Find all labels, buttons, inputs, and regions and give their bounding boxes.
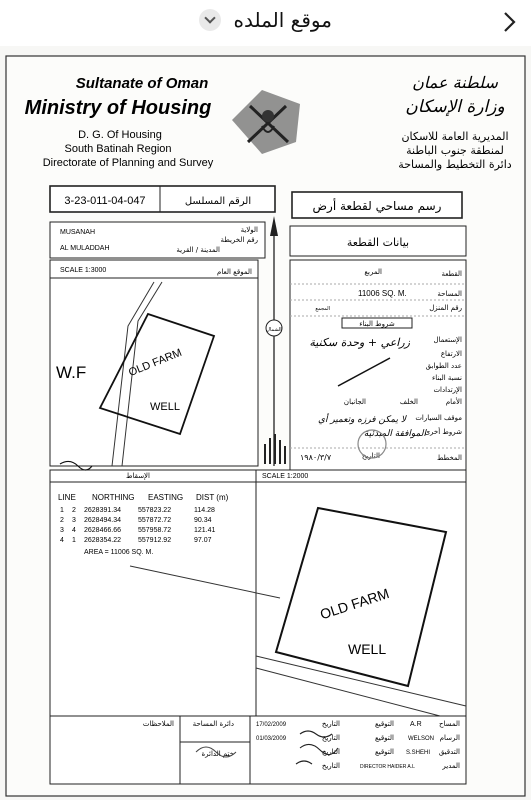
surveyor-name: A.R: [410, 721, 422, 728]
th-line: LINE: [58, 493, 76, 502]
table-row: 1: [60, 507, 64, 514]
table-cell: 557872.72: [138, 517, 172, 524]
en-sub-1: D. G. Of Housing: [78, 129, 162, 141]
village-label: المدينة / القرية: [176, 246, 220, 254]
chevron-down-icon[interactable]: [199, 9, 221, 31]
table-cell: 557958.72: [138, 527, 172, 534]
well-label-large: WELL: [348, 641, 387, 657]
table-cell: 3: [72, 517, 76, 524]
wilayat-value: MUSANAH: [60, 229, 96, 236]
date-label-2: التاريخ: [321, 734, 340, 742]
map-no-label: رقم الخريطة: [220, 236, 258, 244]
table-cell: 2628494.34: [84, 517, 121, 524]
scheme-label: المخطط: [436, 454, 462, 462]
scale-2: SCALE 1:2000: [262, 473, 309, 480]
old-farm-label-small: OLD FARM: [127, 346, 184, 379]
projection-label: الإسقاط: [126, 472, 150, 480]
table-cell: 90.34: [194, 517, 212, 524]
table-cell: 2628391.34: [84, 507, 121, 514]
setbacks-label: الإرتدادات: [433, 386, 462, 394]
table-cell: 2628466.66: [84, 527, 121, 534]
director-label: المدير: [442, 762, 460, 770]
old-farm-label-large: OLD FARM: [318, 585, 392, 623]
back-label: الخلف: [399, 398, 418, 406]
complex-label: المجمع: [315, 306, 330, 312]
date-sig-2: 01/03/2009: [256, 736, 287, 742]
area-line: AREA = 11006 SQ. M.: [84, 549, 154, 556]
village-value: AL MULADDAH: [60, 245, 110, 252]
other-value: الموافقة المبدئية: [363, 429, 426, 439]
th-northing: NORTHING: [92, 493, 135, 502]
th-easting: EASTING: [148, 493, 184, 502]
top-bar: [0, 0, 531, 47]
title-wrap: [0, 8, 531, 32]
ar-title-1: سلطنة عمان: [412, 73, 498, 92]
table-cell: 557912.92: [138, 537, 172, 544]
date-label-4: التاريخ: [321, 762, 340, 770]
table-cell: 1: [72, 537, 76, 544]
table-cell: 2: [72, 507, 76, 514]
area-label: المساحة: [437, 290, 462, 298]
ar-sub-3: دائرة التخطيط والمساحة: [398, 158, 512, 171]
area-value: 11006 SQ. M.: [358, 289, 407, 298]
wilayat-label: الولاية: [240, 226, 258, 234]
ar-sub-2: لمنطقة جنوب الباطنة: [406, 144, 504, 157]
other-label: شروط أخرى: [424, 428, 462, 436]
north-label: الشمال: [266, 327, 282, 333]
square-label: المربع: [364, 268, 382, 276]
land-plan-document: [0, 46, 531, 800]
notes-label: الملاحظات: [142, 720, 174, 728]
floors-label: عدد الطوابق: [425, 362, 462, 370]
general-location-label: الموقع العام: [217, 268, 252, 276]
date-label: التاريخ: [361, 452, 380, 460]
date-label-1: التاريخ: [321, 720, 340, 728]
table-cell: 4: [72, 527, 76, 534]
table-row: 3: [60, 527, 64, 534]
date-value: ١٩٨٠/٣/٧: [300, 453, 332, 462]
table-cell: 557823.22: [138, 507, 172, 514]
table-cell: 114.28: [194, 507, 215, 514]
th-dist: DIST (m): [196, 493, 229, 502]
sign-label-2: التوقيع: [375, 734, 394, 742]
building-cond-label: شروط البناء: [359, 320, 395, 328]
parking-value: لا يمكن فرزه وتعمير أي: [317, 415, 406, 425]
date-label-3: التاريخ: [321, 748, 340, 756]
survey-dept-label: دائرة المساحة: [192, 720, 234, 728]
wf-label: W.F: [56, 363, 87, 382]
parking-label: موقف السيارات: [415, 414, 462, 422]
date-sig-1: 17/02/2009: [256, 722, 287, 728]
table-cell: 97.07: [194, 537, 212, 544]
height-label: الارتفاع: [440, 350, 462, 358]
table-row: 4: [60, 537, 64, 544]
table-cell: 121.41: [194, 527, 216, 534]
sign-label-3: التوقيع: [375, 748, 394, 756]
surveyor-label: المساح: [438, 720, 460, 728]
serial-label: الرقم المسلسل: [184, 196, 252, 207]
well-label-small: WELL: [150, 401, 180, 413]
document-sheet: [0, 46, 531, 800]
page-title: موقع الملده: [233, 8, 332, 32]
checker-name: S.SHEHI: [406, 750, 431, 756]
en-title-1: Sultanate of Oman: [75, 75, 209, 92]
en-title-2: Ministry of Housing: [24, 97, 212, 119]
en-sub-3: Directorate of Planning and Survey: [42, 157, 214, 169]
serial-value: 3-23-011-04-047: [64, 195, 146, 207]
back-arrow-icon[interactable]: [497, 10, 521, 34]
ar-sub-1: المديرية العامة للاسكان: [401, 130, 509, 143]
plot-label: القطعة: [441, 270, 462, 278]
scale-1: SCALE 1:3000: [60, 267, 107, 274]
drafter-name: WELSON: [408, 736, 435, 742]
front-label: الأمام: [445, 398, 462, 406]
checker-label: التدقيق: [438, 748, 460, 756]
stamp-label: ختم الدائرة: [201, 750, 234, 758]
use-value: زراعي + وحدة سكنية: [309, 336, 410, 349]
house-no-label: رقم المنزل: [429, 304, 462, 312]
table-row: 2: [60, 517, 64, 524]
en-sub-2: South Batinah Region: [64, 143, 172, 155]
director-name: DIRECTOR HAIDER A.L: [360, 764, 415, 770]
plan-title: رسم مساحي لقطعة أرض: [312, 199, 442, 213]
ratio-label: نسبة البناء: [431, 374, 462, 382]
use-label: الإستعمال: [433, 336, 462, 344]
sides-label: الجانبان: [343, 398, 366, 406]
ar-title-2: وزارة الإسكان: [405, 97, 505, 117]
table-cell: 2628354.22: [84, 537, 121, 544]
plot-data-title: بيانات القطعة: [346, 236, 410, 249]
sign-label-1: التوقيع: [375, 720, 394, 728]
drafter-label: الرسام: [439, 734, 460, 742]
